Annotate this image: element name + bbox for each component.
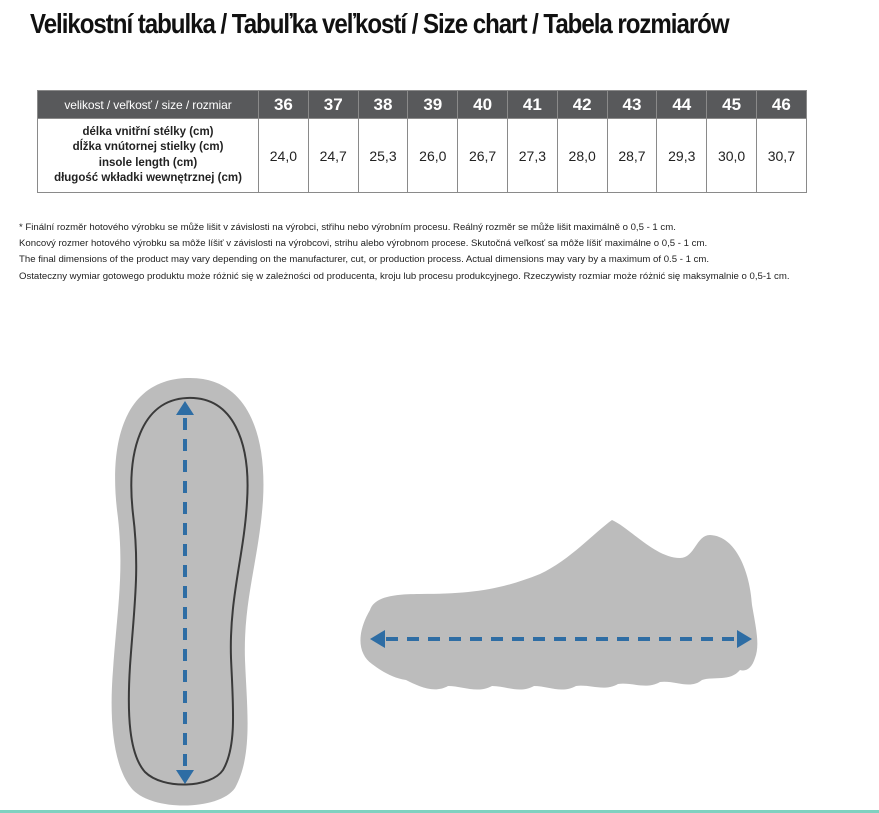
note-en: The final dimensions of the product may vary depending on the manufacturer, cut, or production process. Actual dimensions may vary by a maximum of 0.5 - 1 cm. [19,254,710,266]
note-cs: * Finální rozměr hotového výrobku se může lišit v závislosti na výrobci, střihu nebo výrobním procesu. Reálný rozměr se může lišit maximálně o 0,5 - 1 cm. [19,222,676,233]
insole-length-label [38,119,259,193]
shoe-side-length-icon [350,510,770,705]
disclaimer-notes [19,220,790,285]
size-header-label: velikost / veľkosť / size / rozmiar [38,91,259,119]
size-chart-table [37,90,807,193]
size-cell: 37 [308,91,358,119]
size-cell: 39 [408,91,458,119]
page-title: Velikostní tabulka / Tabuľka veľkostí / Size chart / Tabela rozmiarów [30,8,729,39]
length-cell: 30,0 [707,119,757,193]
label-line-sk: dĺžka vnútornej stielky (cm) [72,141,224,153]
length-cell: 29,3 [657,119,707,193]
size-cell: 46 [756,91,806,119]
insole-length-row [38,119,807,193]
length-cell: 24,7 [308,119,358,193]
size-cell: 43 [607,91,657,119]
label-line-en: insole length (cm) [98,156,198,169]
length-cell: 28,0 [557,119,607,193]
size-cell: 44 [657,91,707,119]
label-line-pl: długość wkładki wewnętrznej (cm) [54,172,242,184]
length-cell: 27,3 [507,119,557,193]
size-cell: 41 [507,91,557,119]
length-cell: 30,7 [756,119,806,193]
size-cell: 42 [557,91,607,119]
shoe-silhouette [360,520,757,690]
length-cell: 24,0 [259,119,309,193]
note-sk: Koncový rozmer hotového výrobku sa môže líšiť v závislosti na výrobcovi, strihu alebo výrobnom procese. Skutočná veľkosť sa môže líšiť maximálne o 0,5 - 1 cm. [19,238,708,250]
label-line-cs: délka vnitřní stélky (cm) [82,125,214,138]
insole-length-icon [95,370,280,810]
insole-silhouette [112,378,264,806]
length-cell: 28,7 [607,119,657,193]
length-cell: 26,7 [458,119,508,193]
size-cell: 45 [707,91,757,119]
size-header-row [38,91,807,119]
size-cell: 36 [259,91,309,119]
size-cell: 38 [358,91,408,119]
size-cell: 40 [458,91,508,119]
length-cell: 25,3 [358,119,408,193]
note-pl: Ostateczny wymiar gotowego produktu może różnić się w zależności od producenta, kroju lub procesu produkcyjnego. Rzeczywisty rozmiar może różnić się maksymalnie o 0,5-1 cm. [19,270,790,282]
length-cell: 26,0 [408,119,458,193]
